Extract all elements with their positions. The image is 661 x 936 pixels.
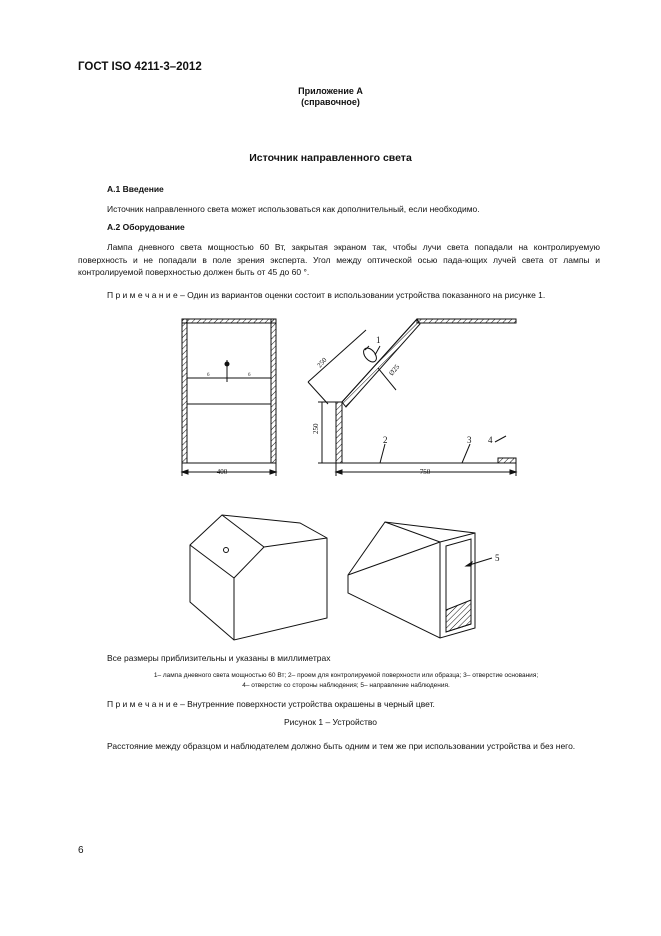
callout-4: 4 bbox=[488, 435, 493, 445]
dim-width-left: 400 bbox=[216, 468, 228, 476]
annex-subtitle: (справочное) bbox=[301, 97, 360, 107]
section-title: Источник направленного света bbox=[249, 152, 412, 164]
figure-legend-line-1: 1– лампа дневного света мощностью 60 Вт; 2– проем для контролируемой поверхности или образца; 3– отверстие основания; bbox=[153, 672, 539, 679]
mark-right: 6 bbox=[248, 373, 251, 378]
callout-1: 1 bbox=[376, 335, 381, 345]
dim-width-right: 750 bbox=[419, 468, 431, 476]
dim-slant: 250 bbox=[315, 356, 329, 370]
dim-diameter: Ø25 bbox=[387, 362, 402, 378]
callout-5: 5 bbox=[495, 553, 500, 563]
device-drawing bbox=[170, 310, 530, 650]
section-a1-text: Источник направленного света может использоваться как дополнительный, если необходимо. bbox=[107, 204, 480, 214]
front-view bbox=[182, 319, 276, 476]
annex-title: Приложение А bbox=[298, 86, 363, 96]
mark-left: 6 bbox=[207, 373, 210, 378]
section-a1-heading: А.1 Введение bbox=[107, 184, 164, 194]
side-view bbox=[308, 319, 516, 476]
figure-caption: Рисунок 1 – Устройство bbox=[283, 717, 378, 727]
isometric-right bbox=[348, 522, 492, 638]
figure-legend-line-2: 4– отверстие со стороны наблюдения; 5– направление наблюдения. bbox=[242, 682, 450, 689]
section-a2-text: Лампа дневного света мощностью 60 Вт, закрытая экраном так, чтобы лучи света попадали на контролируемую поверхность и не попадали в поле зрения эксперта. Угол между оптической осью пада-ющих лучей света от лампы и контролируемой поверхностью должен быть от 45 до 60 °. bbox=[78, 242, 600, 277]
page-number: 6 bbox=[78, 845, 84, 856]
section-a2-heading: А.2 Оборудование bbox=[107, 222, 185, 232]
callout-2: 2 bbox=[383, 435, 388, 445]
note-2: П р и м е ч а н и е – Внутренние поверхности устройства окрашены в черный цвет. bbox=[107, 699, 435, 709]
closing-paragraph: Расстояние между образцом и наблюдателем должно быть одним и тем же при использовании устройства и без него. bbox=[107, 741, 576, 751]
dim-height: 250 bbox=[312, 423, 320, 434]
callout-3: 3 bbox=[467, 435, 472, 445]
dimensions-note: Все размеры приблизительны и указаны в миллиметрах bbox=[107, 653, 331, 663]
document-header: ГОСТ ISO 4211-3–2012 bbox=[78, 61, 202, 73]
isometric-left bbox=[190, 515, 327, 640]
note-1: П р и м е ч а н и е – Один из вариантов оценки состоит в использовании устройства показанного на рисунке 1. bbox=[107, 290, 546, 300]
